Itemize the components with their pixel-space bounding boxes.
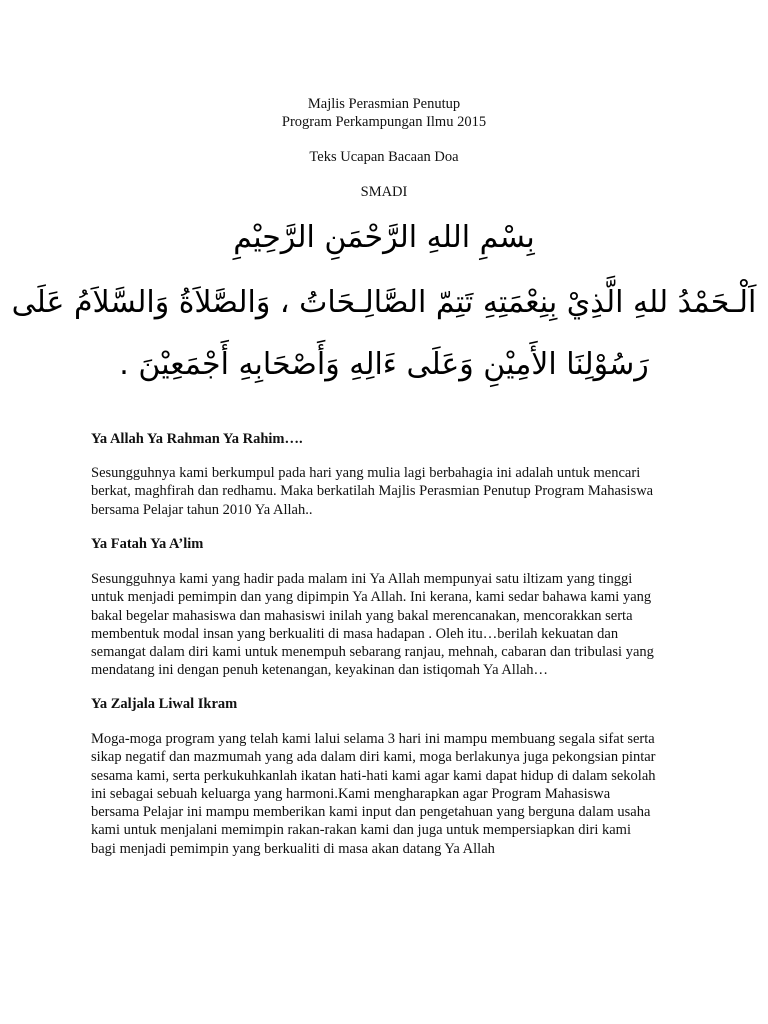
paragraph-line: sesama kami, serta perkukuhkanlah ikatan hati-hati kami agar kami dapat hidup di dalam sekolah — [91, 767, 656, 784]
program-title: Program Perkampungan Ilmu 2015 — [281, 114, 487, 130]
paragraph-line: sikap negatif dan mazmumah yang ada dalam diri kami, moga berlakunya juga pekongsian pintar — [91, 749, 656, 766]
paragraph-line: untuk menjadi pemimpin dan yang dipimpin Ya Allah. Ini kerana, kami sedar bahawa kami yang — [91, 589, 652, 606]
arabic-praise-line-1: اَلْـحَمْدُ للهِ الَّذِيْ بِنِعْمَتِهِ تَتِمّ الصَّالِـحَاتُ ، وَالصَّلاَةُ وَالسَّلاَمُ عَلَى — [11, 285, 757, 320]
paragraph-line: Moga-moga program yang telah kami lalui selama 3 hari ini mampu membuang segala sifat serta — [91, 731, 655, 747]
section-paragraph — [91, 464, 691, 519]
event-title: Majlis Perasmian Penutup — [307, 96, 461, 112]
section-heading: Ya Allah Ya Rahman Ya Rahim…. — [91, 431, 303, 447]
document-title: Teks Ucapan Bacaan Doa — [309, 149, 459, 165]
paragraph-line: semangat dalam diri kami untuk menempuh sebarang ranjau, mehnah, cabaran dan tribulasi yang — [91, 644, 654, 661]
section-heading: Ya Zaljala Liwal Ikram — [91, 696, 238, 712]
paragraph-line: kami untuk menjalani memimpin rakan-rakan kami dan juga untuk mempersiapkan diri kami — [91, 822, 631, 839]
section-paragraph — [91, 730, 691, 858]
paragraph-line: bagi menjadi pemimpin yang berkualiti di masa akan datang Ya Allah — [91, 840, 495, 857]
paragraph-line: bersama Pelajar ini mampu memberikan kami input dan pengetahuan yang berguna dalam usaha — [91, 804, 651, 821]
paragraph-line: ini sebagai sebuah keluarga yang harmoni.Kami mengharapkan agar Program Mahasiswa — [91, 785, 611, 802]
arabic-praise-line-2: رَسُوْلِنَا الأَمِيْنِ وَعَلَى ءَالِهِ وَأَصْحَابِهِ أَجْمَعِيْنَ . — [119, 347, 649, 382]
paragraph-line: berkat, maghfirah dan redhamu. Maka berkatilah Majlis Perasmian Penutup Program Mahasiswa — [91, 483, 654, 500]
paragraph-line: Sesungguhnya kami yang hadir pada malam ini Ya Allah mempunyai satu iltizam yang tinggi — [91, 571, 633, 587]
paragraph-line: bersama Pelajar tahun 2010 Ya Allah.. — [91, 501, 313, 518]
paragraph-line: membentuk modal insan yang berkualiti di masa hadapan . Oleh itu…berilah kekuatan dan — [91, 625, 619, 642]
paragraph-line: mendatang ini dengan penuh ketenangan, keyakinan dan istiqomah Ya Allah… — [91, 662, 549, 679]
paragraph-line: bakal begelar mahasiswa dan mahasiswi inilah yang bakal merencanakan, mencorakkan serta — [91, 607, 633, 624]
arabic-basmalah: بِسْمِ اللهِ الرَّحْمَنِ الرَّحِيْمِ — [233, 220, 535, 255]
section-heading: Ya Fatah Ya A’lim — [91, 536, 204, 552]
section-paragraph — [91, 570, 691, 680]
paragraph-line: Sesungguhnya kami berkumpul pada hari yang mulia lagi berbahagia ini adalah untuk mencari — [91, 465, 641, 481]
school-name: SMADI — [360, 184, 408, 200]
